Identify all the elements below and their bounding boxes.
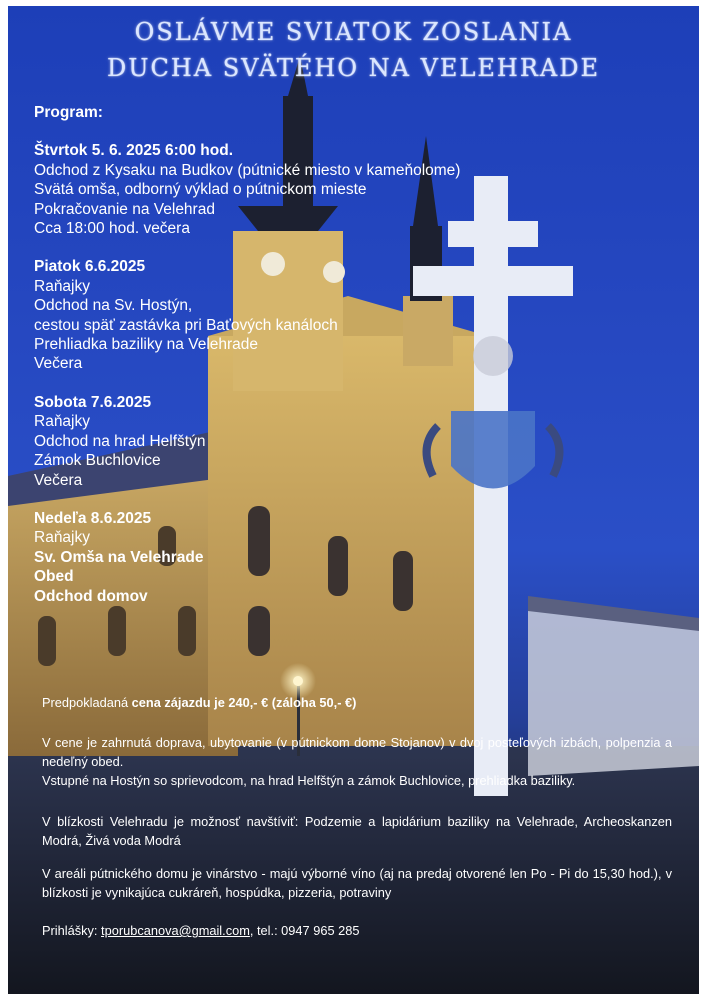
day-line: cestou späť zastávka pri Baťových kanáloch bbox=[34, 316, 338, 334]
day-line: Večera bbox=[34, 471, 83, 489]
day-line: Raňajky bbox=[34, 413, 90, 431]
program-heading: Program: bbox=[34, 104, 103, 121]
entries-text: Vstupné na Hostýn so sprievodcom, na hrad Helfštýn a zámok Buchlovice, prehliadka baziliky. bbox=[42, 773, 576, 788]
poster bbox=[8, 6, 699, 994]
nearby-text: V blízkosti Velehradu je možnosť navštíviť: Podzemie a lapidárium baziliky na Velehrade, Archeoskanzen Modrá, Živá voda Modrá bbox=[42, 814, 672, 848]
day-line-bold: Odchod domov bbox=[34, 587, 148, 605]
program-day-thursday bbox=[34, 141, 534, 238]
day-line: Zámok Buchlovice bbox=[34, 452, 161, 470]
program-day-saturday bbox=[34, 393, 534, 490]
program-section bbox=[34, 103, 534, 625]
day-date: Piatok 6.6.2025 bbox=[34, 258, 146, 276]
day-line: Odchod na hrad Helfštýn bbox=[34, 432, 206, 450]
phone-text: , tel.: 0947 965 285 bbox=[249, 923, 360, 938]
day-line: Svätá omša, odborný výklad o pútnickom mieste bbox=[34, 181, 367, 199]
winery-info bbox=[42, 864, 672, 902]
day-date: Štvrtok 5. 6. 2025 6:00 hod. bbox=[34, 142, 234, 160]
email-link[interactable]: tporubcanova@gmail.com bbox=[101, 923, 250, 938]
day-line: Odchod na Sv. Hostýn, bbox=[34, 297, 193, 315]
day-line: Cca 18:00 hod. večera bbox=[34, 220, 190, 238]
program-day-friday bbox=[34, 257, 534, 373]
price-info bbox=[42, 693, 672, 712]
poster-title-line-1: OSLÁVME SVIATOK ZOSLANIA bbox=[134, 18, 573, 46]
day-line-bold: Obed bbox=[34, 568, 74, 586]
contact-info bbox=[42, 921, 672, 940]
day-line-bold: Sv. Omša na Velehrade bbox=[34, 548, 204, 566]
day-line: Odchod z Kysaku na Budkov (pútnické miesto v kameňolome) bbox=[34, 161, 461, 179]
contact-label: Prihlášky: bbox=[42, 923, 98, 938]
day-date: Sobota 7.6.2025 bbox=[34, 393, 152, 411]
day-date: Nedeľa 8.6.2025 bbox=[34, 509, 152, 527]
winery-text: V areáli pútnického domu je vinárstvo - majú výborné víno (aj na predaj otvorené len Po - Pi do 15,30 hod.), v blízkosti je vynikajúca cukráreň, hospúdka, pizzeria, potraviny bbox=[42, 866, 672, 900]
program-day-sunday bbox=[34, 509, 534, 606]
day-line: Raňajky bbox=[34, 277, 90, 295]
price-value: cena zájazdu je 240,- € (záloha 50,- €) bbox=[131, 695, 357, 710]
day-line: Pokračovanie na Velehrad bbox=[34, 200, 215, 218]
included-info bbox=[42, 733, 672, 790]
day-line: Raňajky bbox=[34, 529, 90, 547]
poster-title-line-2: DUCHA SVÄTÉHO NA VELEHRADE bbox=[106, 54, 600, 82]
nearby-info bbox=[42, 812, 672, 850]
day-line: Večera bbox=[34, 355, 83, 373]
included-text: V cene je zahrnutá doprava, ubytovanie (v pútnickom dome Stojanov) v dvoj posteľových izbách, polpenzia a nedeľný obed. bbox=[42, 735, 672, 769]
price-prefix: Predpokladaná bbox=[42, 695, 129, 710]
day-line: Prehliadka baziliky na Velehrade bbox=[34, 336, 259, 354]
